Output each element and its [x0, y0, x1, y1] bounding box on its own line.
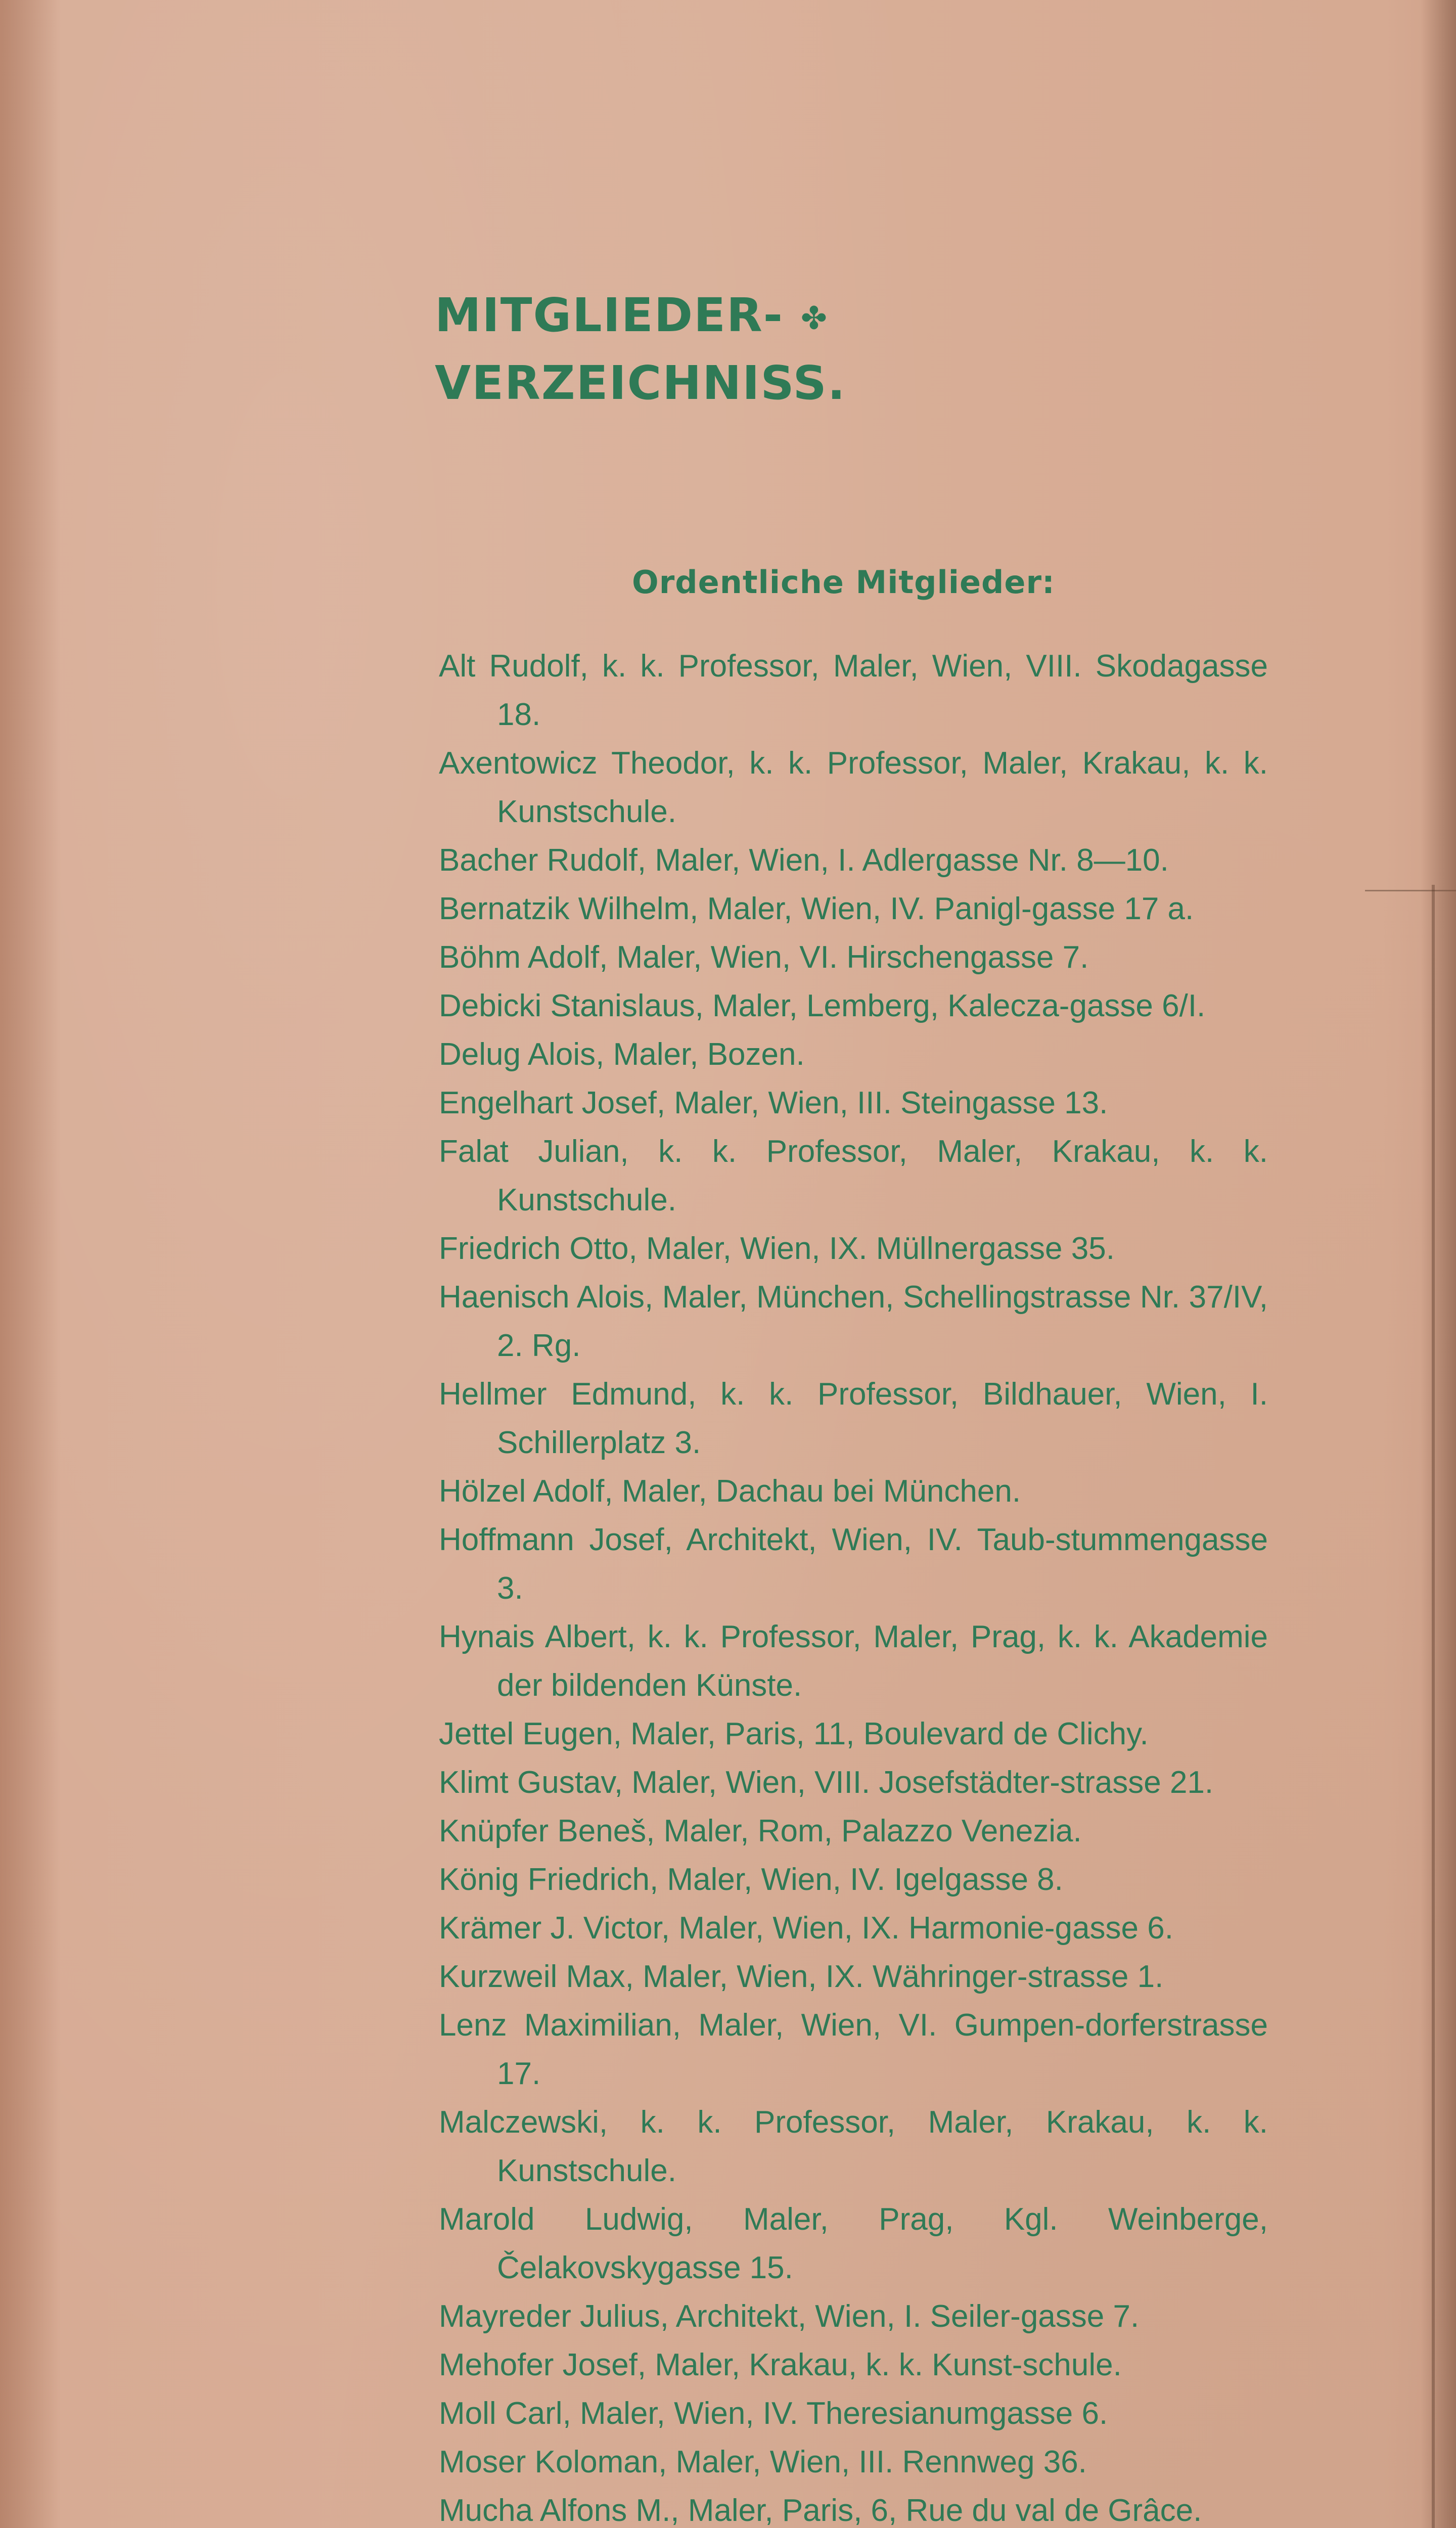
member-entry: Jettel Eugen, Maler, Paris, 11, Boulevard de Clichy.	[439, 1717, 1149, 1751]
heading-text: MITGLIEDER-	[435, 288, 784, 342]
section-title: Ordentliche Mitglieder:	[632, 564, 1055, 601]
member-entry: Delug Alois, Maler, Bozen.	[439, 1037, 805, 1072]
member-entry: Haenisch Alois, Maler, München, Schellingstrasse Nr. 37/IV, 2. Rg.	[439, 1280, 1268, 1363]
member-entry: Alt Rudolf, k. k. Professor, Maler, Wien, VIII. Skodagasse 18.	[439, 649, 1268, 732]
member-entry: Axentowicz Theodor, k. k. Professor, Maler, Krakau, k. k. Kunstschule.	[439, 746, 1268, 829]
member-entry: Mucha Alfons M., Maler, Paris, 6, Rue du val de Grâce.	[439, 2493, 1202, 2528]
heading-line-2: VERZEICHNISS.	[435, 355, 846, 410]
member-entry: Hölzel Adolf, Maler, Dachau bei München.	[439, 1474, 1021, 1509]
paper-crease	[1365, 890, 1456, 891]
page-edge-shadow	[1432, 885, 1435, 2528]
member-entry: Friedrich Otto, Maler, Wien, IX. Müllnergasse 35.	[439, 1231, 1115, 1266]
member-entry: Klimt Gustav, Maler, Wien, VIII. Josefstädter-strasse 21.	[439, 1765, 1214, 1800]
member-entry: Kurzweil Max, Maler, Wien, IX. Währinger-strasse 1.	[439, 1959, 1164, 1994]
member-entry: Moll Carl, Maler, Wien, IV. Theresianumgasse 6.	[439, 2396, 1108, 2431]
member-entry: Engelhart Josef, Maler, Wien, III. Steingasse 13.	[439, 1086, 1108, 1120]
ornament-icon: ✤	[801, 299, 828, 337]
member-entry: Mayreder Julius, Architekt, Wien, I. Seiler-gasse 7.	[439, 2299, 1140, 2334]
member-entry: Knüpfer Beneš, Maler, Rom, Palazzo Venezia.	[439, 1814, 1082, 1848]
page-heading	[435, 283, 846, 416]
member-entry: Bacher Rudolf, Maler, Wien, I. Adlergasse Nr. 8—10.	[439, 843, 1169, 878]
heading-line-1	[435, 283, 846, 351]
member-entry: Marold Ludwig, Maler, Prag, Kgl. Weinberge, Čelakovskygasse 15.	[439, 2202, 1268, 2285]
member-entry: Krämer J. Victor, Maler, Wien, IX. Harmonie-gasse 6.	[439, 1911, 1173, 1946]
member-entry: Lenz Maximilian, Maler, Wien, VI. Gumpen-dorferstrasse 17.	[439, 2008, 1268, 2091]
member-entry: Moser Koloman, Maler, Wien, III. Rennweg 36.	[439, 2445, 1087, 2479]
member-entry: Malczewski, k. k. Professor, Maler, Krakau, k. k. Kunstschule.	[439, 2105, 1268, 2188]
member-entry: Debicki Stanislaus, Maler, Lemberg, Kalecza-gasse 6/I.	[439, 988, 1206, 1023]
member-entry: Mehofer Josef, Maler, Krakau, k. k. Kunst-schule.	[439, 2348, 1122, 2382]
member-entry: Böhm Adolf, Maler, Wien, VI. Hirschengasse 7.	[439, 940, 1089, 975]
member-entry: Hoffmann Josef, Architekt, Wien, IV. Taub-stummengasse 3.	[439, 1522, 1268, 1606]
member-entry: Falat Julian, k. k. Professor, Maler, Krakau, k. k. Kunstschule.	[439, 1134, 1268, 1217]
member-entry: Hynais Albert, k. k. Professor, Maler, Prag, k. k. Akademie der bildenden Künste.	[439, 1619, 1268, 1703]
member-entry: Bernatzik Wilhelm, Maler, Wien, IV. Panigl-gasse 17 a.	[439, 891, 1194, 926]
member-entry: Hellmer Edmund, k. k. Professor, Bildhauer, Wien, I. Schillerplatz 3.	[439, 1377, 1268, 1460]
member-entry: König Friedrich, Maler, Wien, IV. Igelgasse 8.	[439, 1862, 1063, 1897]
member-list	[439, 642, 1268, 2528]
